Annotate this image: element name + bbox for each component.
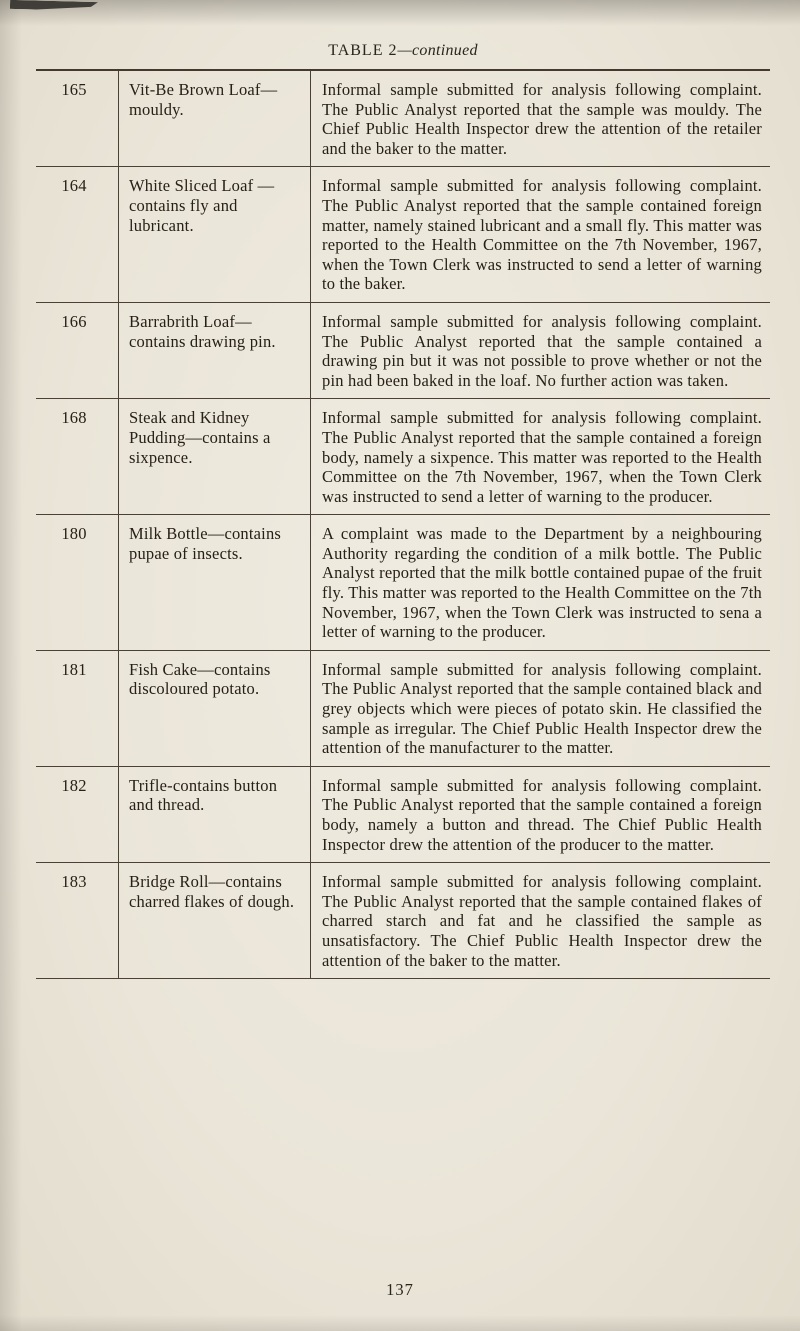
table-title-main: TABLE 2 bbox=[328, 42, 398, 59]
row-item: Bridge Roll—contains charred flakes of dough. bbox=[119, 863, 311, 979]
row-description: Informal sample submitted for analysis following complaint. The Public Analyst reported that the sample contained flakes of charred starch and fat and he classified the sample as unsatisfactory. The Chief Public Health Inspector drew the attention of the baker to the matter. bbox=[311, 863, 771, 979]
row-ref: 164 bbox=[36, 167, 119, 303]
row-item: Milk Bottle—contains pupae of insects. bbox=[119, 515, 311, 651]
table-row bbox=[36, 863, 770, 979]
row-description: Informal sample submitted for analysis following complaint. The Public Analyst reported that the sample contained a drawing pin but it was not possible to prove whether or not the pin had been baked in the loaf. No further action was taken. bbox=[311, 302, 771, 398]
row-item: Fish Cake—contains discoloured potato. bbox=[119, 650, 311, 766]
table-row bbox=[36, 766, 770, 862]
row-ref: 165 bbox=[36, 70, 119, 167]
row-description: Informal sample submitted for analysis following complaint. The Public Analyst reported that the sample contained a foreign body, namely a sixpence. This matter was reported to the Health Committee on the 7th November, 1967, when the Town Clerk was instructed to send a letter of warning to the producer. bbox=[311, 399, 771, 515]
row-item: White Sliced Loaf —contains fly and lubricant. bbox=[119, 167, 311, 303]
row-ref: 181 bbox=[36, 650, 119, 766]
row-description: Informal sample submitted for analysis following complaint. The Public Analyst reported that the sample contained foreign matter, namely stained lubricant and a small fly. This matter was reported to the Health Committee on the 7th November, 1967, when the Town Clerk was instructed to send a letter of warning to the baker. bbox=[311, 167, 771, 303]
food-complaints-table bbox=[36, 69, 770, 979]
table-row bbox=[36, 302, 770, 398]
table-title-continued: —continued bbox=[397, 42, 478, 59]
row-description: A complaint was made to the Department by a neighbouring Authority regarding the condition of a milk bottle. The Public Analyst reported that the milk bottle contained pupae of the fruit fly. This matter was reported to the Health Committee on the 7th November, 1967, when the Town Clerk was instructed to sena a letter of warning to the producer. bbox=[311, 515, 771, 651]
row-ref: 168 bbox=[36, 399, 119, 515]
table-row bbox=[36, 70, 770, 167]
row-description: Informal sample submitted for analysis following complaint. The Public Analyst reported that the sample contained a foreign body, namely a button and thread. The Chief Public Health Inspector drew the attention of the producer to the matter. bbox=[311, 766, 771, 862]
row-item: Barrabrith Loaf— contains drawing pin. bbox=[119, 302, 311, 398]
row-item: Trifle-contains button and thread. bbox=[119, 766, 311, 862]
table-title bbox=[36, 42, 770, 60]
row-ref: 183 bbox=[36, 863, 119, 979]
table-row bbox=[36, 515, 770, 651]
row-description: Informal sample submitted for analysis following complaint. The Public Analyst reported that the sample was mouldy. The Chief Public Health Inspector drew the attention of the retailer and the baker to the matter. bbox=[311, 70, 771, 167]
row-description: Informal sample submitted for analysis following complaint. The Public Analyst reported that the sample contained black and grey objects which were pieces of potato skin. He classified the sample as irregular. The Chief Public Health Inspector drew the attention of the manufacturer to the matter. bbox=[311, 650, 771, 766]
row-item: Vit-Be Brown Loaf—mouldy. bbox=[119, 70, 311, 167]
page-number: 137 bbox=[386, 1280, 414, 1299]
table-row bbox=[36, 399, 770, 515]
paper-shadow-bottom bbox=[0, 1315, 800, 1331]
table-row bbox=[36, 650, 770, 766]
table-row bbox=[36, 167, 770, 303]
row-ref: 180 bbox=[36, 515, 119, 651]
row-ref: 166 bbox=[36, 302, 119, 398]
row-ref: 182 bbox=[36, 766, 119, 862]
row-item: Steak and Kidney Pudding—contains a sixpence. bbox=[119, 399, 311, 515]
